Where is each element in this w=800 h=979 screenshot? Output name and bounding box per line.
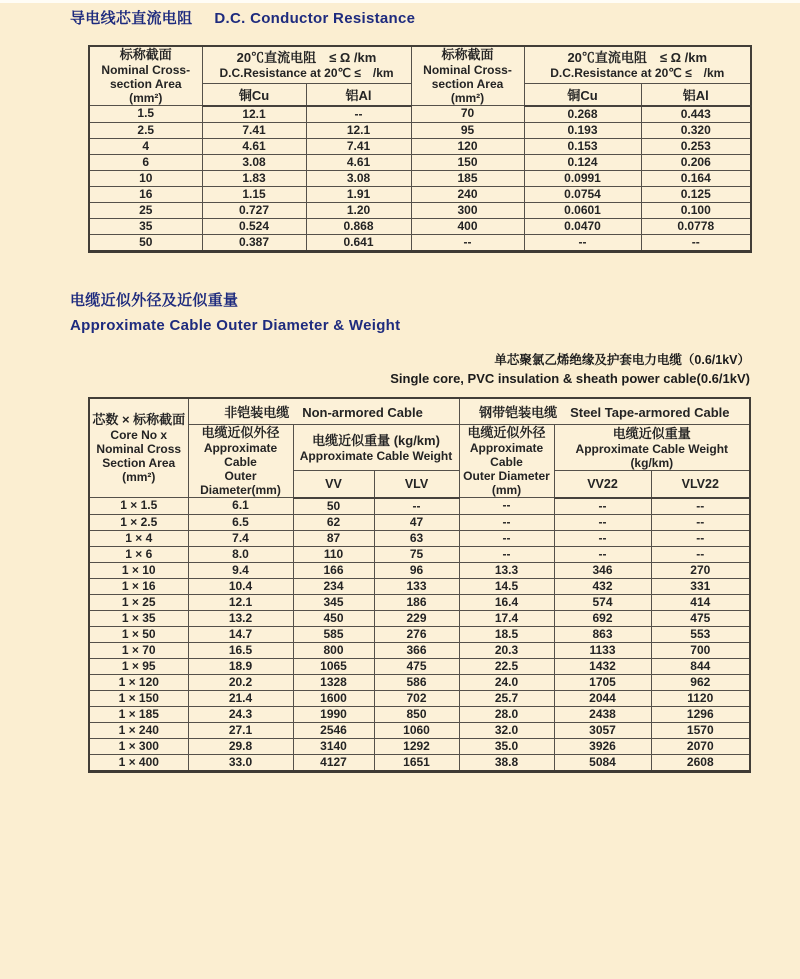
table-row [89, 122, 751, 138]
table-cell: 50 [89, 234, 202, 251]
table-cell: 13.2 [188, 610, 293, 626]
table-cell: 38.8 [459, 754, 554, 771]
header-text: 20℃直流电阻 ≤ Ω /km [567, 50, 708, 66]
table-cell: 12.1 [188, 594, 293, 610]
col-header-outer-diameter-non-armored [188, 425, 293, 498]
table-cell: 234 [293, 578, 374, 594]
table-cell: 1060 [374, 722, 459, 738]
cable-diameter-weight-table-body [89, 498, 750, 772]
table-cell: 3.08 [306, 170, 411, 186]
table-row [89, 642, 750, 658]
table-cell: 12.1 [306, 122, 411, 138]
table-cell: 700 [651, 642, 750, 658]
header-text: Core No x [110, 427, 168, 442]
col-header-vlv: VLV [374, 471, 459, 498]
table-cell: 0.100 [641, 202, 751, 218]
table-cell: 0.320 [641, 122, 751, 138]
table-row [89, 186, 751, 202]
table-cell: -- [554, 498, 651, 515]
table-cell: 28.0 [459, 706, 554, 722]
table-cell: 9.4 [188, 562, 293, 578]
table-cell: 25.7 [459, 690, 554, 706]
header-text: Nominal Cross- [101, 63, 191, 77]
table-cell: 0.153 [524, 138, 641, 154]
table-cell: 2608 [651, 754, 750, 771]
table-cell: 4.61 [202, 138, 306, 154]
header-text: 电缆近似重量 (kg/km) [312, 432, 440, 448]
table-cell: 0.868 [306, 218, 411, 234]
section2-subtitle-en: Single core, PVC insulation & sheath power cable(0.6/1kV) [390, 370, 750, 386]
section2-title-zh: 电缆近似外径及近似重量 [70, 291, 239, 309]
section2-title-en: Approximate Cable Outer Diameter & Weight [70, 316, 401, 334]
header-text: 标称截面 [119, 47, 172, 62]
table-row [89, 674, 750, 690]
header-text: (mm²) [450, 91, 485, 105]
table-cell: 75 [374, 546, 459, 562]
table-cell: 0.206 [641, 154, 751, 170]
col-header-outer-diameter-armored [459, 425, 554, 498]
cable-diameter-weight-table [88, 397, 751, 773]
table-row [89, 610, 750, 626]
table-cell: 586 [374, 674, 459, 690]
table-cell: 7.4 [188, 530, 293, 546]
header-text: Approximate Cable Weight [299, 448, 453, 463]
table-cell: 120 [411, 138, 524, 154]
header-text: Section Area [102, 455, 176, 470]
table-cell: 7.41 [202, 122, 306, 138]
table-cell: -- [641, 234, 751, 251]
table-cell: 1.20 [306, 202, 411, 218]
table-cell: 475 [374, 658, 459, 674]
table-cell: 25 [89, 202, 202, 218]
table-row [89, 706, 750, 722]
table-row [89, 722, 750, 738]
table-cell: 8.0 [188, 546, 293, 562]
table-cell: 270 [651, 562, 750, 578]
dc-resistance-table [88, 45, 752, 253]
table-cell: 50 [293, 498, 374, 515]
table-cell: 800 [293, 642, 374, 658]
table-cell: 1 × 70 [89, 642, 188, 658]
table-cell: 1 × 6 [89, 546, 188, 562]
header-text: Approximate Cable [203, 441, 278, 469]
table-row [89, 754, 750, 771]
section2-title-en-row [70, 317, 800, 334]
table-cell: 1 × 25 [89, 594, 188, 610]
table-cell: 1.15 [202, 186, 306, 202]
table-cell: 0.524 [202, 218, 306, 234]
table-cell: 300 [411, 202, 524, 218]
table-cell: 24.0 [459, 674, 554, 690]
section2-title-zh-row [70, 289, 800, 310]
col-header-cu-right: 铜Cu [524, 84, 641, 106]
table-cell: 2044 [554, 690, 651, 706]
table-cell: 844 [651, 658, 750, 674]
table-cell: 863 [554, 626, 651, 642]
header-text: 20℃直流电阻 ≤ Ω /km [236, 50, 377, 66]
col-header-al-left: 铝Al [306, 84, 411, 106]
table-cell: 553 [651, 626, 750, 642]
col-header-vv: VV [293, 471, 374, 498]
table-cell: -- [411, 234, 524, 251]
table-cell: 1570 [651, 722, 750, 738]
table-cell: 63 [374, 530, 459, 546]
table-cell: 29.8 [188, 738, 293, 754]
table-cell: 1 × 300 [89, 738, 188, 754]
table-cell: 0.268 [524, 106, 641, 123]
table-cell: 17.4 [459, 610, 554, 626]
table-row [89, 738, 750, 754]
table-row [89, 578, 750, 594]
header-text: D.C.Resistance at 20℃ ≤ /km [550, 66, 725, 81]
header-text: 电缆近似重量 [612, 425, 691, 441]
table-cell: 110 [293, 546, 374, 562]
table-cell: 1.91 [306, 186, 411, 202]
table-cell: 3926 [554, 738, 651, 754]
table-cell: 0.125 [641, 186, 751, 202]
table-cell: 1 × 35 [89, 610, 188, 626]
table-row [89, 154, 751, 170]
table-cell: 1 × 240 [89, 722, 188, 738]
table-cell: 1120 [651, 690, 750, 706]
table-cell: 14.7 [188, 626, 293, 642]
table-cell: 166 [293, 562, 374, 578]
table-cell: 962 [651, 674, 750, 690]
table-cell: 1065 [293, 658, 374, 674]
table-cell: 1 × 16 [89, 578, 188, 594]
table-cell: 186 [374, 594, 459, 610]
table-row [89, 690, 750, 706]
table-cell: 345 [293, 594, 374, 610]
table-cell: 20.2 [188, 674, 293, 690]
table-cell: 1.83 [202, 170, 306, 186]
table-cell: 16 [89, 186, 202, 202]
table-cell: 1 × 120 [89, 674, 188, 690]
table-cell: -- [554, 530, 651, 546]
table-cell: 240 [411, 186, 524, 202]
section2-subtitle-zh: 单芯聚氯乙烯绝缘及护套电力电缆（0.6/1kV） [494, 352, 750, 367]
table-cell: 12.1 [202, 106, 306, 123]
header-text: section Area [431, 77, 504, 91]
table-cell: 414 [651, 594, 750, 610]
table-cell: -- [459, 546, 554, 562]
table-cell: 2.5 [89, 122, 202, 138]
table-cell: 3140 [293, 738, 374, 754]
table-cell: -- [651, 530, 750, 546]
table-row [89, 562, 750, 578]
table-cell: 0.0778 [641, 218, 751, 234]
table-cell: -- [651, 514, 750, 530]
table-cell: 87 [293, 530, 374, 546]
group-header-non-armored: 非铠装电缆 Non-armored Cable [188, 398, 459, 425]
table-cell: 32.0 [459, 722, 554, 738]
table-cell: 0.0470 [524, 218, 641, 234]
table-cell: 13.3 [459, 562, 554, 578]
table-cell: 133 [374, 578, 459, 594]
header-text: (mm) [491, 483, 522, 497]
table-cell: 1 × 1.5 [89, 498, 188, 515]
header-text: Outer Diameter [463, 469, 550, 483]
col-header-nominal-area-right [411, 46, 524, 106]
col-header-weight-non-armored [293, 425, 459, 471]
header-text: Nominal Cross [96, 441, 182, 456]
table-row [89, 138, 751, 154]
table-row [89, 234, 751, 251]
table-cell: 70 [411, 106, 524, 123]
header-text: (mm²) [122, 469, 156, 484]
table-row [89, 594, 750, 610]
table-cell: 10.4 [188, 578, 293, 594]
table-cell: 1705 [554, 674, 651, 690]
table-cell: 16.4 [459, 594, 554, 610]
table-cell: 0.727 [202, 202, 306, 218]
table-cell: 1 × 10 [89, 562, 188, 578]
table-cell: 432 [554, 578, 651, 594]
dc-resistance-table-body [89, 106, 751, 252]
table-cell: 475 [651, 610, 750, 626]
table-cell: 574 [554, 594, 651, 610]
section1-title-zh: 导电线芯直流电阻 [70, 10, 193, 27]
table-cell: 366 [374, 642, 459, 658]
header-text: Approximate Cable Weight (kg/km) [575, 441, 741, 470]
table-row [89, 514, 750, 530]
header-text: 电缆近似外径 [467, 425, 546, 440]
header-text: Outer Diameter(mm) [200, 469, 281, 497]
table-cell: 1.5 [89, 106, 202, 123]
table-row [89, 498, 750, 515]
table-cell: 20.3 [459, 642, 554, 658]
table-cell: 95 [411, 122, 524, 138]
table-cell: 4127 [293, 754, 374, 771]
table-cell: 5084 [554, 754, 651, 771]
col-header-resistance-right [524, 46, 751, 84]
table-cell: 1133 [554, 642, 651, 658]
table-cell: 16.5 [188, 642, 293, 658]
table-cell: -- [459, 514, 554, 530]
table-cell: 1292 [374, 738, 459, 754]
col-header-cu-left: 铜Cu [202, 84, 306, 106]
table-cell: -- [554, 546, 651, 562]
table-cell: 1651 [374, 754, 459, 771]
section1-title [70, 3, 800, 28]
table-cell: 0.387 [202, 234, 306, 251]
table-cell: 96 [374, 562, 459, 578]
table-cell: 10 [89, 170, 202, 186]
table-cell: 0.0601 [524, 202, 641, 218]
col-header-resistance-left [202, 46, 411, 84]
table-cell: 1990 [293, 706, 374, 722]
col-header-weight-armored [554, 425, 750, 471]
table-cell: 22.5 [459, 658, 554, 674]
table-cell: 27.1 [188, 722, 293, 738]
table-cell: 850 [374, 706, 459, 722]
table-cell: 35 [89, 218, 202, 234]
table-cell: 4.61 [306, 154, 411, 170]
table-cell: 35.0 [459, 738, 554, 754]
table-cell: 33.0 [188, 754, 293, 771]
table-cell: 1 × 150 [89, 690, 188, 706]
table-cell: 276 [374, 626, 459, 642]
table-cell: -- [306, 106, 411, 123]
table-cell: -- [374, 498, 459, 515]
table-cell: 7.41 [306, 138, 411, 154]
table-cell: 1600 [293, 690, 374, 706]
table-cell: 0.0754 [524, 186, 641, 202]
table-row [89, 106, 751, 123]
header-text: 芯数 × 标称截面 [92, 411, 186, 427]
section1-title-en: D.C. Conductor Resistance [214, 10, 416, 27]
table-row [89, 218, 751, 234]
table-cell: -- [651, 546, 750, 562]
table-cell: 1 × 185 [89, 706, 188, 722]
table-cell: 24.3 [188, 706, 293, 722]
table-cell: 6 [89, 154, 202, 170]
header-text: Approximate Cable [469, 441, 544, 469]
table-cell: 0.0991 [524, 170, 641, 186]
table-cell: 62 [293, 514, 374, 530]
header-text: (mm²) [129, 91, 163, 105]
col-header-al-right: 铝Al [641, 84, 751, 106]
group-header-armored: 钢带铠装电缆 Steel Tape-armored Cable [459, 398, 750, 425]
table-cell: 1432 [554, 658, 651, 674]
table-cell: 0.253 [641, 138, 751, 154]
table-cell: 346 [554, 562, 651, 578]
table-cell: 2438 [554, 706, 651, 722]
table-cell: -- [459, 530, 554, 546]
table-cell: -- [554, 514, 651, 530]
table-cell: 0.641 [306, 234, 411, 251]
table-cell: 6.5 [188, 514, 293, 530]
table-row [89, 626, 750, 642]
col-header-core-area [89, 398, 188, 498]
col-header-nominal-area-left [89, 46, 202, 106]
table-cell: 0.124 [524, 154, 641, 170]
table-cell: 3057 [554, 722, 651, 738]
header-text: 标称截面 [441, 47, 494, 62]
table-cell: 0.443 [641, 106, 751, 123]
table-cell: 3.08 [202, 154, 306, 170]
table-cell: 18.9 [188, 658, 293, 674]
header-text: Nominal Cross- [423, 63, 512, 77]
table-cell: 2546 [293, 722, 374, 738]
table-cell: 1 × 95 [89, 658, 188, 674]
table-cell: 6.1 [188, 498, 293, 515]
table-cell: 14.5 [459, 578, 554, 594]
table-cell: 18.5 [459, 626, 554, 642]
table-cell: 185 [411, 170, 524, 186]
table-cell: 702 [374, 690, 459, 706]
table-cell: 331 [651, 578, 750, 594]
col-header-vv22: VV22 [554, 471, 651, 498]
table-cell: 2070 [651, 738, 750, 754]
table-cell: 1 × 4 [89, 530, 188, 546]
table-cell: 1328 [293, 674, 374, 690]
table-cell: 1 × 2.5 [89, 514, 188, 530]
table-cell: 47 [374, 514, 459, 530]
table-cell: 150 [411, 154, 524, 170]
table-cell: 21.4 [188, 690, 293, 706]
table-cell: -- [651, 498, 750, 515]
table-cell: 0.164 [641, 170, 751, 186]
table-row [89, 546, 750, 562]
table-cell: -- [459, 498, 554, 515]
table-cell: 585 [293, 626, 374, 642]
table-cell: 4 [89, 138, 202, 154]
table-cell: 229 [374, 610, 459, 626]
header-text: D.C.Resistance at 20℃ ≤ /km [219, 66, 394, 81]
table-cell: 1296 [651, 706, 750, 722]
table-cell: -- [524, 234, 641, 251]
table-cell: 1 × 50 [89, 626, 188, 642]
header-text: section Area [109, 77, 182, 91]
table-cell: 692 [554, 610, 651, 626]
table-row [89, 202, 751, 218]
table-cell: 0.193 [524, 122, 641, 138]
table-row [89, 530, 750, 546]
table-row [89, 658, 750, 674]
table-cell: 400 [411, 218, 524, 234]
col-header-vlv22: VLV22 [651, 471, 750, 498]
table-row [89, 170, 751, 186]
header-text: 电缆近似外径 [201, 425, 280, 440]
table-cell: 1 × 400 [89, 754, 188, 771]
table-cell: 450 [293, 610, 374, 626]
